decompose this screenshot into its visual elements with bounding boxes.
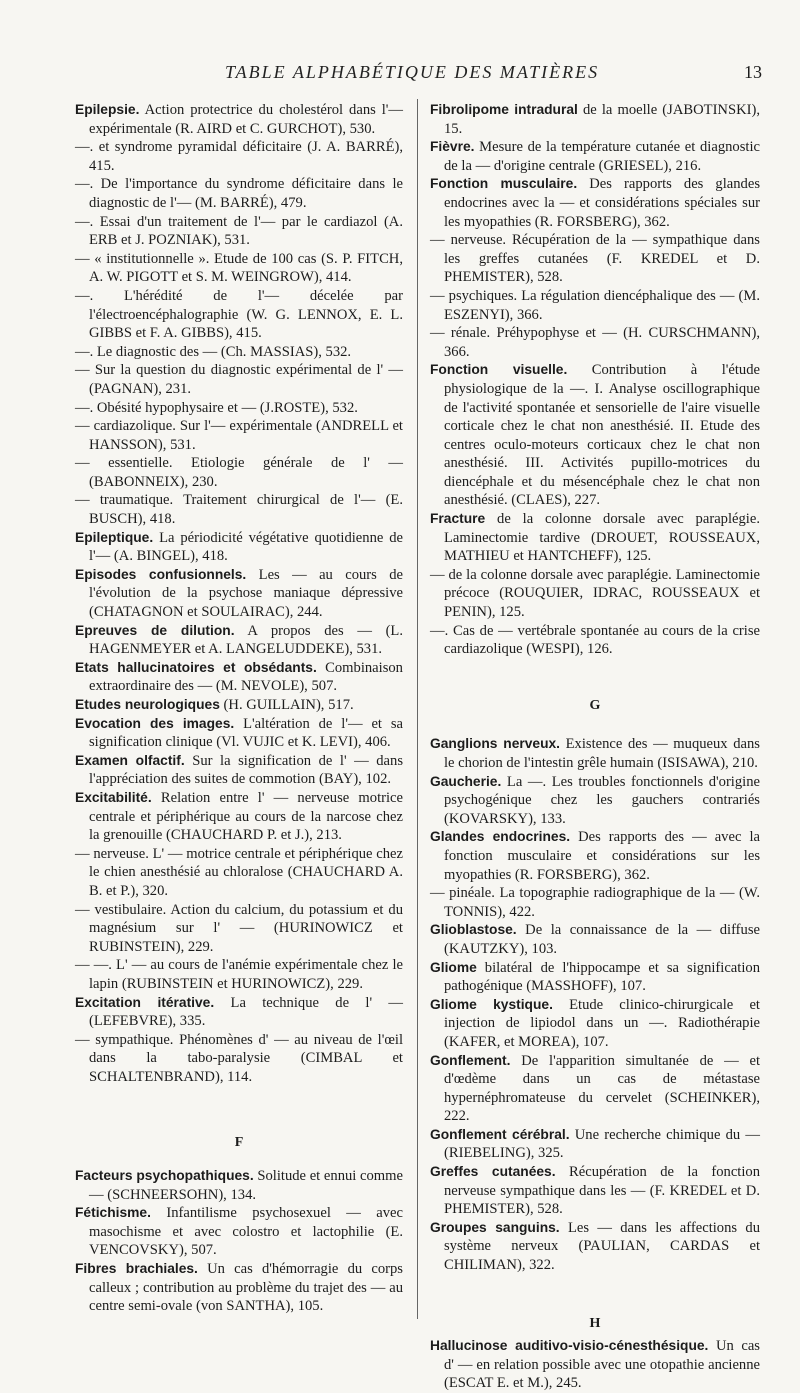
right-column [430,101,760,1393]
index-entry [430,324,760,361]
entry-heading: Epileptique. [75,529,154,545]
entry-heading: Gaucherie. [430,773,502,789]
entry-text: — de la colonne dorsale avec paraplégie. Laminectomie précoce (ROUQUIER, IDRAC, ROUSSEAUX et PENIN), 125. [430,566,760,621]
index-entry [75,659,403,696]
index-entry [430,828,760,884]
index-entry [75,491,403,528]
index-entry [430,1052,760,1126]
entry-text: Existence des — muqueux dans le chorion de l'intestin grêle humain (ISISAWA), 210. [444,736,760,771]
entry-heading: Examen olfactif. [75,752,185,768]
index-entry [75,696,403,715]
index-entry [75,417,403,454]
index-entry [75,529,403,566]
entry-text: Récupération de la fonction nerveuse sympathique dans les — (F. KREDEL et D. PHEMISTER), 528. [444,1164,761,1218]
index-entry [75,343,403,362]
entry-text: — sympathique. Phénomènes d' — au niveau de l'œil dans la tabo-paralysie (CIMBAL et SCHALTENBRAND), 114. [75,1031,403,1085]
entry-heading: Gliome kystique. [430,996,553,1012]
index-entry [430,101,760,138]
entry-heading: Fibrolipome intradural [430,102,578,117]
entry-heading: Gonflement cérébral. [430,1126,570,1142]
entry-text: — essentielle. Etiologie générale de l' — (BABONNEIX), 230. [75,455,403,490]
entry-heading: Fonction musculaire. [430,176,578,192]
index-entry [430,175,760,231]
entry-heading: Fétichisme. [75,1205,151,1221]
index-entry [75,956,403,993]
index-entry [75,994,403,1031]
entry-heading: Fibres brachiales. [75,1261,198,1277]
index-entry [430,959,760,996]
entry-text: La —. Les troubles fonctionnels d'origine psychogénique chez les gauchers contrariés (KOVARSKY), 133. [444,773,760,827]
index-entry [75,454,403,491]
index-entry [430,566,760,622]
entry-text: —. et syndrome pyramidal déficitaire (J. A. BARRÉ), 415. [75,139,403,174]
index-entry [75,138,403,175]
index-entry [430,1126,760,1163]
entry-heading: Etudes neurologiques [75,697,220,712]
entry-text: L'altération de l'— et sa signification clinique (Vl. VUJIC et K. LEVI), 406. [89,715,404,751]
section-letter-g: G [589,697,601,713]
entry-text: De l'apparition simultanée de — et d'œdème dans un cas de métastase hypernéphromateuse du cervelet (SCHEINKER), 222. [444,1052,761,1125]
entry-text: — traumatique. Traitement chirurgical de l'— (E. BUSCH), 418. [75,492,403,528]
entry-text: — nerveuse. L' — motrice centrale et périphérique chez le chien anesthésié au chloralose (CHAUCHARD A. B. et P.), 320. [75,845,403,899]
index-entry [75,566,403,622]
entry-heading: Fièvre. [430,139,475,155]
index-entry [75,213,403,250]
entry-text: Relation entre l' — nerveuse motrice centrale et périphérique au cours de la narcose chez la grenouille (CHAUCHARD P. et J.), 213. [89,789,403,844]
entry-text: Les — au cours de l'évolution de la psychose maniaque dépressive (CHATAGNON et SOULAIRAC), 244. [89,566,404,621]
entry-text: de la colonne dorsale avec paraplégie. Laminectomie tardive (DROUET, ROUSSEAUX, MATHIEU et HANTCHEFF), 125. [444,511,760,565]
entry-heading: Glioblastose. [430,922,517,938]
index-entry [430,361,760,510]
index-entry [430,510,760,566]
entry-text: — psychiques. La régulation diencéphalique des — (M. ESZENYI), 366. [430,287,760,323]
index-entry [430,884,760,921]
entry-text: (H. GUILLAIN), 517. [223,697,354,713]
index-entry [430,231,760,287]
entry-heading: Ganglions nerveux. [430,736,561,752]
entry-text: La périodicité végétative quotidienne de l'— (A. BINGEL), 418. [89,529,403,565]
index-entry [75,175,403,212]
entry-heading: Glandes endocrines. [430,829,571,845]
index-entry [75,1260,403,1316]
section-letter-h: H [589,1315,601,1331]
index-entry [75,1204,403,1260]
entry-text: Un cas d' — en relation possible avec une otopathie ancienne (ESCAT E. et M.), 245. [444,1338,760,1392]
entry-text: — cardiazolique. Sur l'— expérimentale (ANDRELL et HANSSON), 531. [75,418,403,453]
entry-heading: Gliome [430,959,477,975]
page-title: TABLE ALPHABÉTIQUE DES MATIÈRES [225,62,600,82]
index-entry [75,901,403,957]
index-entry [75,789,403,845]
entry-heading: Fonction visuelle. [430,362,568,378]
index-entry [75,101,403,138]
section-letter-f: F [234,1135,244,1151]
entry-heading: Excitabilité. [75,789,152,805]
entry-heading: Episodes confusionnels. [75,566,247,582]
index-entry [430,773,760,829]
entry-text: —. Essai d'un traitement de l'— par le cardiazol (A. ERB et J. POZNIAK), 531. [75,213,403,249]
index-entry [75,752,403,789]
index-entry [430,1219,760,1275]
index-entry [75,1167,403,1204]
entry-text: Etude clinico-chirurgicale et injection de lipiodol dans un —. Radiothérapie (KAFER, et MOREA), 107. [444,996,760,1050]
entry-heading: Etats hallucinatoires et obsédants. [75,659,317,675]
entry-text: Une recherche chimique du — (RIEBELING), 325. [444,1126,760,1162]
index-entry [75,715,403,752]
index-entry [430,1163,760,1219]
entry-text: — rénale. Préhypophyse et — (H. CURSCHMANN), 366. [430,325,760,360]
entry-text: —. Cas de — vertébrale spontanée au cours de la crise cardiazolique (WESPI), 126. [430,622,760,658]
entry-text: —. L'hérédité de l'— décelée par l'électroencéphalographie (W. G. LENNOX, E. L. GIBBS et F. A. GIBBS), 415. [75,287,403,342]
entry-text: Infantilisme psychosexuel — avec masochisme et avec colostro et lactophilie (E. VENCOVSKY), 507. [89,1205,403,1259]
entry-heading: Greffes cutanées. [430,1164,556,1180]
entry-text: De la connaissance de la — diffuse (KAUTZKY), 103. [444,922,760,957]
entry-text: A propos des — (L. HAGENMEYER et A. LANGELUDDEKE), 531. [89,622,403,658]
page-header [0,58,800,88]
entry-heading: Hallucinose auditivo-visio-cénesthésique. [430,1338,709,1354]
entry-text: Mesure de la température cutanée et diagnostic de la — d'origine centrale (GRIESEL), 216. [444,139,760,174]
index-entry [75,361,403,398]
index-entry [75,287,403,343]
entry-heading: Gonflement. [430,1052,511,1068]
entry-text: Un cas d'hémorragie du corps calleux ; contribution au problème du trajet des — au centre semi-ovale (von SANTHA), 105. [89,1261,403,1315]
index-entry [430,622,760,659]
entry-heading: Epreuves de dilution. [75,622,235,638]
entry-text: —. Le diagnostic des — (Ch. MASSIAS), 532. [75,343,352,360]
entry-text: Contribution à l'étude physiologique de la —. I. Analyse oscillographique de l'activité spontanée et sensorielle de l'aire visuelle corticale chez le chat non anesthésié. II. Etude des centres oculo-moteurs corticaux chez le chat non anesthésié. III. Activités pupillo-motrices du diencéphale et du mésencéphale chez le chat non anesthésié. (CLAES), 227. [444,362,760,509]
index-entry [75,250,403,287]
entry-text: — —. L' — au cours de l'anémie expérimentale chez le lapin (RUBINSTEIN et HURINOWICZ), 229. [75,957,403,992]
entry-heading: Groupes sanguins. [430,1219,560,1235]
entry-text: —. De l'importance du syndrome déficitaire dans le diagnostic de l'— (M. BARRÉ), 479. [75,176,403,211]
index-entry [430,921,760,958]
entry-heading: Epilepsie. [75,102,140,117]
entry-text: — nerveuse. Récupération de la — sympathique dans les greffes cutanées (F. KREDEL et D. PHEMISTER), 528. [430,232,760,286]
entry-text: bilatéral de l'hippocampe et sa signification pathogénique (MASSHOFF), 107. [444,959,760,995]
entry-text: de la moelle (JABOTINSKI), 15. [444,102,760,137]
entry-text: — Sur la question du diagnostic expérimental de l' — (PAGNAN), 231. [75,362,403,397]
entry-text: Action protectrice du cholestérol dans l'— expérimentale (R. AIRD et C. GURCHOT), 530. [89,102,404,137]
entry-text: — pinéale. La topographie radiographique de la — (W. TONNIS), 422. [430,885,760,920]
entry-text: — vestibulaire. Action du calcium, du potassium et du magnésium sur l' — (HURINOWICZ et RUBINSTEIN), 229. [75,901,403,955]
index-entry [430,735,760,772]
index-entry [75,1031,403,1087]
entry-text: Des rapports des — avec la fonction musculaire et considérations sur les myopathies (R. FORSBERG), 362. [444,829,760,883]
entry-heading: Facteurs psychopathiques. [75,1168,254,1184]
entry-text: Combinaison extraordinaire des — (M. NEVOLE), 507. [89,659,403,695]
entry-text: Des rapports des glandes endocrines avec la — et considérations spéciales sur les myopathies (R. FORSBERG), 362. [444,176,761,230]
entry-heading: Evocation des images. [75,715,235,731]
entry-text: Sur la signification de l' — dans l'appréciation des suites de commotion (BAY), 102. [89,752,404,788]
index-entry [430,1337,760,1393]
index-entry [430,996,760,1052]
entry-text: Solitude et ennui comme — (SCHNEERSOHN), 134. [89,1168,403,1203]
index-entry [75,399,403,418]
index-entry [75,845,403,901]
entry-text: — « institutionnelle ». Etude de 100 cas (S. P. FITCH, A. W. PIGOTT et S. M. WEINGROW), 414. [75,250,403,286]
entry-text: La technique de l' — (LEFEBVRE), 335. [89,994,403,1030]
entry-heading: Excitation itérative. [75,994,215,1010]
entry-text: —. Obésité hypophysaire et — (J.ROSTE), 532. [75,399,358,416]
left-column [75,101,403,1316]
entry-heading: Fracture [430,511,486,527]
page-number: 13 [744,62,762,82]
index-entry [430,287,760,324]
index-entry [75,622,403,659]
index-entry [430,138,760,175]
entry-text: Les — dans les affections du système nerveux (PAULIAN, CARDAS et CHILIMAN), 322. [444,1219,760,1274]
